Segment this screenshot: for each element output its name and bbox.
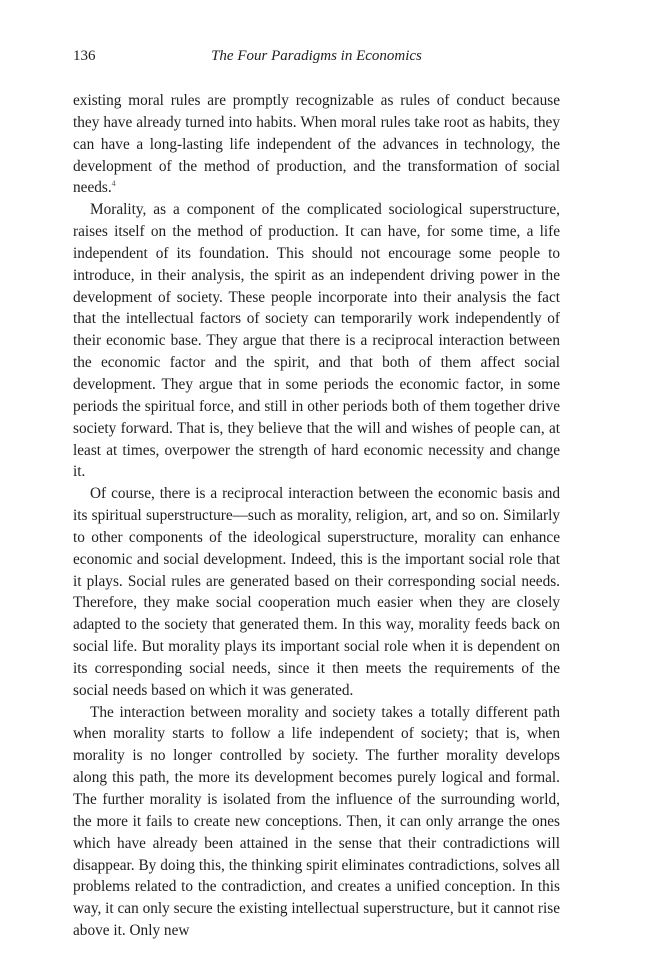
running-header (73, 45, 560, 67)
paragraph-3: Of course, there is a reciprocal interaction between the economic basis and its spiritual superstructure—such as morality, religion, art, and so on. Similarly to other components of the ideological superstructure, morality can enhance economic and social development. Indeed, this is the important social role that it plays. Social rules are generated based on their corresponding social needs. Therefore, they make social cooperation much easier when they are closely adapted to the society that generated them. In this way, morality feeds back on social life. But morality plays its important social role when it is dependent on its corresponding social needs, since it then meets the requirements of the social needs based on which it was generated. (73, 485, 560, 699)
footnote-marker: 4 (111, 179, 116, 189)
paragraph-4: The interaction between morality and society takes a totally different path when morality starts to follow a life independent of society; that is, when morality is no longer controlled by society. The further morality develops along this path, the more its development becomes purely logical and formal. The further morality is isolated from the influence of the surrounding world, the more it fails to create new conceptions. Then, it can only arrange the ones which have already been attained in the sense that their contradictions will disappear. By doing this, the thinking spirit eliminates contradictions, solves all problems related to the contradiction, and creates a unified conception. In this way, it can only secure the existing intellectual superstructure, but it cannot rise above it. Only new (73, 703, 560, 940)
paragraph-1-text: existing moral rules are promptly recognizable as rules of conduct because they have already turned into habits. When moral rules take root as habits, they can have a long-lasting life independent of the advances in technology, the development of the method of production, and the transformation of social needs. (73, 92, 560, 197)
paragraph-2: Morality, as a component of the complicated sociological superstructure, raises itself on the method of production. It can have, for some time, a life independent of its foundation. This should not encourage some people to introduce, in their analysis, the spirit as an independent driving power in the development of society. These people incorporate into their analysis the fact that the intellectual factors of society can temporarily work independently of their economic base. They argue that there is a reciprocal interaction between the economic factor and the spirit, and that both of them affect social development. They argue that in some periods the economic factor, in some periods the spiritual force, and still in other periods both of them together drive society forward. That is, they believe that the will and wishes of people can, at least at times, overpower the strength of hard economic necessity and change it. (73, 201, 560, 481)
page-number: 136 (73, 48, 96, 64)
body-text (73, 90, 560, 942)
paragraph-1 (73, 90, 560, 199)
running-title: The Four Paradigms in Economics (211, 48, 422, 64)
